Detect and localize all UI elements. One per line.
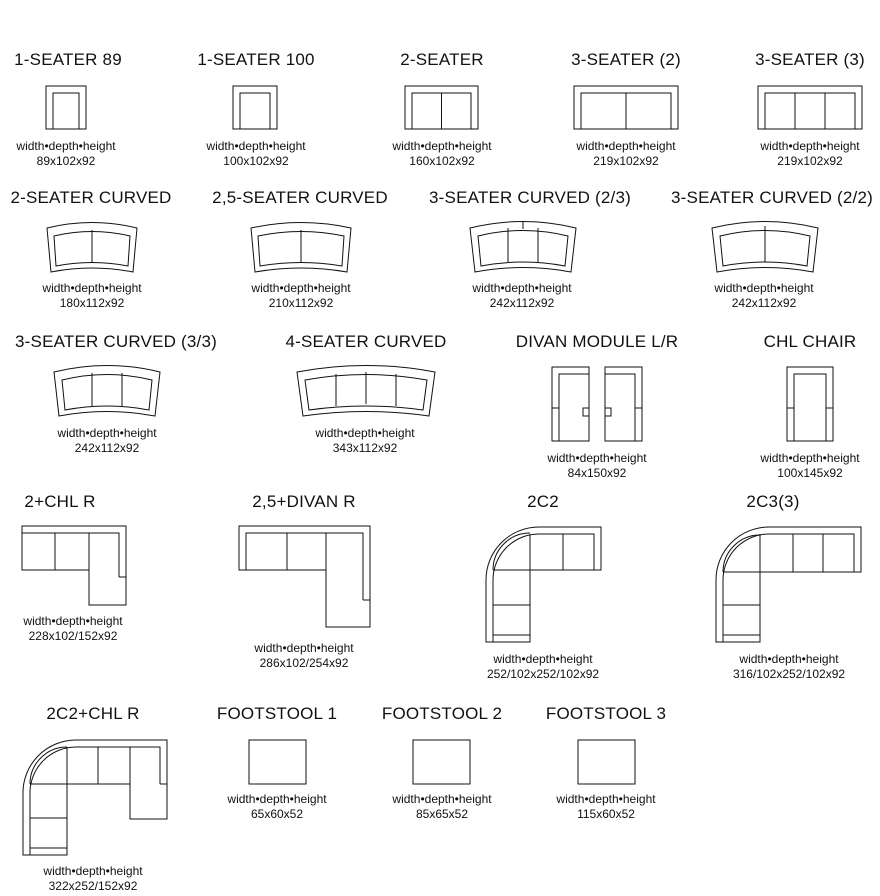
title-footstool-3: FOOTSTOOL 3 — [545, 704, 667, 723]
dim-label: width•depth•height — [392, 139, 492, 153]
plan-chl-chair — [787, 367, 833, 441]
dim-label: width•depth•height — [556, 792, 656, 806]
title-2c2-chl-r: 2C2+CHL R — [46, 704, 140, 723]
title-footstool-2: FOOTSTOOL 2 — [381, 704, 503, 723]
plan-footstool-2 — [413, 740, 470, 784]
title-2-chl-r: 2+CHL R — [24, 492, 96, 511]
dim-value-3-seater-curved-2-3: 242x112x92 — [489, 296, 555, 310]
title-3-seater-2: 3-SEATER (2) — [571, 50, 681, 69]
dim-value-1-seater-100: 100x102x92 — [223, 154, 289, 168]
dim-value-footstool-2: 85x65x52 — [415, 807, 469, 821]
dim-label: width•depth•height — [42, 281, 142, 295]
plan-2c2-chl-r — [23, 740, 167, 855]
dim-label: width•depth•height — [315, 426, 415, 440]
dim-value-2c2-chl-r: 322x252/152x92 — [48, 879, 138, 893]
plan-2-seater — [405, 86, 478, 129]
title-4-seater-curved: 4-SEATER CURVED — [285, 332, 447, 351]
title-3-seater-curved-2-3: 3-SEATER CURVED (2/3) — [429, 188, 631, 207]
title-divan-module: DIVAN MODULE L/R — [515, 332, 679, 351]
dim-label: width•depth•height — [57, 426, 157, 440]
plan-2-chl-r — [22, 526, 126, 605]
title-3-seater-curved-2-2: 3-SEATER CURVED (2/2) — [671, 188, 873, 207]
dim-label: width•depth•height — [760, 139, 860, 153]
dim-value-footstool-3: 115x60x52 — [577, 807, 635, 821]
title-1-seater-100: 1-SEATER 100 — [197, 50, 315, 69]
plan-2-5-divan-r — [239, 526, 370, 627]
dim-label: width•depth•height — [739, 652, 839, 666]
dim-value-3-seater-3: 219x102x92 — [777, 154, 843, 168]
plan-3-seater-curved-2-3 — [470, 221, 576, 272]
dim-value-4-seater-curved: 343x112x92 — [332, 441, 398, 455]
title-3-seater-curved-3-3: 3-SEATER CURVED (3/3) — [15, 332, 217, 351]
dim-value-2-seater: 160x102x92 — [409, 154, 475, 168]
title-2c3-3: 2C3(3) — [746, 492, 800, 511]
plan-4-seater-curved — [297, 366, 435, 417]
plan-footstool-1 — [249, 740, 306, 784]
plan-divan-module-left — [552, 367, 589, 441]
dim-label: width•depth•height — [493, 652, 593, 666]
title-1-seater-89: 1-SEATER 89 — [14, 50, 122, 69]
dim-value-3-seater-curved-3-3: 242x112x92 — [74, 441, 140, 455]
title-footstool-1: FOOTSTOOL 1 — [216, 704, 338, 723]
dim-label: width•depth•height — [547, 451, 647, 465]
plan-1-seater-100 — [233, 86, 277, 129]
dim-value-2-5-divan-r: 286x102/254x92 — [259, 656, 349, 670]
dim-label: width•depth•height — [392, 792, 492, 806]
dim-label: width•depth•height — [760, 451, 860, 465]
dim-label: width•depth•height — [576, 139, 676, 153]
dim-value-2-chl-r: 228x102/152x92 — [28, 629, 118, 643]
dim-value-2-seater-curved: 180x112x92 — [59, 296, 125, 310]
dim-label: width•depth•height — [16, 139, 116, 153]
dim-label: width•depth•height — [206, 139, 306, 153]
title-2-5-divan-r: 2,5+DIVAN R — [252, 492, 356, 511]
title-2-seater-curved: 2-SEATER CURVED — [10, 188, 172, 207]
plan-2-seater-curved — [47, 223, 137, 273]
plan-2-5-seater-curved — [251, 223, 351, 273]
title-chl-chair: CHL CHAIR — [763, 332, 857, 351]
dim-value-chl-chair: 100x145x92 — [777, 466, 843, 480]
plan-divan-module-right — [605, 367, 642, 441]
dim-label: width•depth•height — [714, 281, 814, 295]
dim-value-3-seater-curved-2-2: 242x112x92 — [731, 296, 797, 310]
dim-label: width•depth•height — [43, 864, 143, 878]
dim-value-divan-module: 84x150x92 — [567, 466, 627, 480]
plan-footstool-3 — [578, 740, 635, 784]
title-2c2: 2C2 — [527, 492, 559, 511]
dim-value-2c2: 252/102x252/102x92 — [486, 667, 600, 681]
dim-label: width•depth•height — [251, 281, 351, 295]
plan-3-seater-3 — [758, 86, 862, 129]
title-2-5-seater-curved: 2,5-SEATER CURVED — [212, 188, 388, 207]
dim-label: width•depth•height — [254, 641, 354, 655]
plan-3-seater-curved-2-2 — [712, 222, 818, 273]
dim-value-footstool-1: 65x60x52 — [250, 807, 304, 821]
dim-label: width•depth•height — [23, 614, 123, 628]
dim-label: width•depth•height — [472, 281, 572, 295]
dim-value-2-5-seater-curved: 210x112x92 — [268, 296, 334, 310]
title-2-seater: 2-SEATER — [400, 50, 484, 69]
plan-3-seater-curved-3-3 — [54, 366, 160, 417]
dim-value-3-seater-2: 219x102x92 — [593, 154, 659, 168]
dim-label: width•depth•height — [227, 792, 327, 806]
plan-1-seater-89 — [46, 86, 86, 129]
title-3-seater-3: 3-SEATER (3) — [755, 50, 865, 69]
dim-value-1-seater-89: 89x102x92 — [36, 154, 96, 168]
dim-value-2c3-3: 316/102x252/102x92 — [732, 667, 846, 681]
plan-2c3-3 — [716, 527, 861, 642]
plan-2c2 — [486, 527, 601, 642]
plan-3-seater-2 — [574, 86, 678, 129]
